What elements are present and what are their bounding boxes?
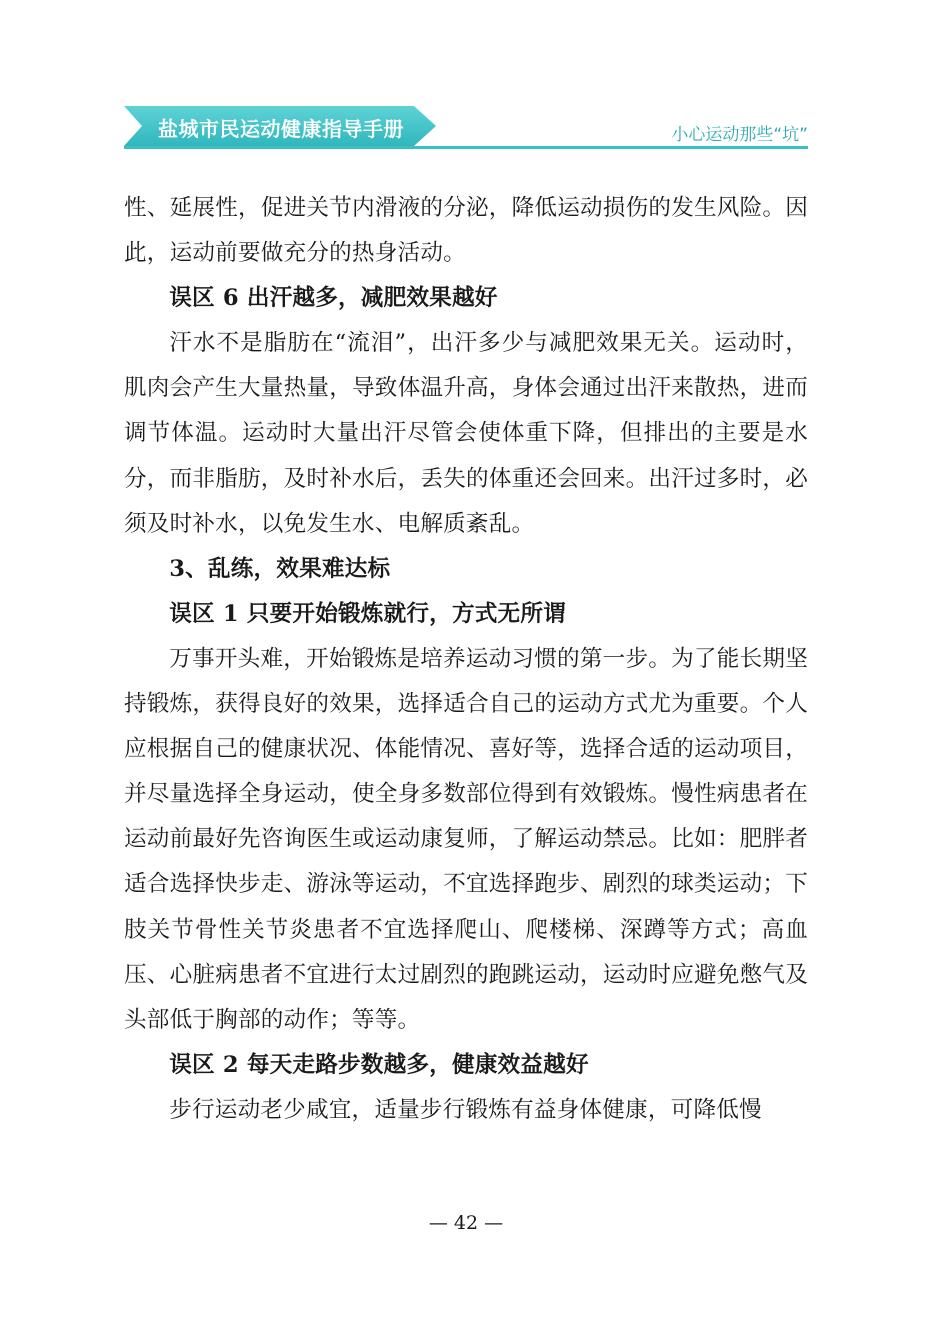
paragraph: 万事开头难，开始锻炼是培养运动习惯的第一步。为了能长期坚持锻炼，获得良好的效果，选择适合自己的运动方式尤为重要。个人应根据自己的健康状况、体能情况、喜好等，选择合适的运动项目，并尽量选择全身运动，使全身多数部位得到有效锻炼。慢性病患者在运动前最好先咨询医生或运动康复师，了解运动禁忌。比如：肥胖者适合选择快步走、游泳等运动，不宜选择跑步、剧烈的球类运动；下肢关节骨性关节炎患者不宜选择爬山、爬楼梯、深蹲等方式；高血压、心脏病患者不宜进行太过剧烈的跑跳运动，运动时应避免憋气及头部低于胸部的动作；等等。 [124, 645, 808, 1033]
body-text [124, 186, 808, 1133]
book-title: 盐城市民运动健康指导手册 [158, 117, 404, 141]
paragraph: 性、延展性，促进关节内滑液的分泌，降低运动损伤的发生风险。因此，运动前要做充分的热身活动。 [124, 195, 808, 267]
section-heading: 误区 2 每天走路步数越多，健康效益越好 [169, 1051, 589, 1078]
section-heading: 误区 6 出汗越多，减肥效果越好 [169, 285, 498, 312]
paragraph: 汗水不是脂肪在“流泪”，出汗多少与减肥效果无关。运动时，肌肉会产生大量热量，导致体温升高，身体会通过出汗来散热，进而调节体温。运动时大量出汗尽管会使体重下降，但排出的主要是水分，而非脂肪，及时补水后，丢失的体重还会回来。出汗过多时，必须及时补水，以免发生水、电解质紊乱。 [124, 330, 808, 537]
page-number: — 42 — [428, 1212, 504, 1234]
paragraph: 步行运动老少咸宜，适量步行锻炼有益身体健康，可降低慢 [169, 1096, 762, 1123]
page-header [124, 106, 808, 150]
section-heading: 误区 1 只要开始锻炼就行，方式无所谓 [169, 600, 566, 627]
chapter-title: 小心运动那些“坑” [671, 125, 808, 145]
header-divider [124, 146, 808, 149]
section-heading: 3、乱练，效果难达标 [169, 555, 391, 582]
